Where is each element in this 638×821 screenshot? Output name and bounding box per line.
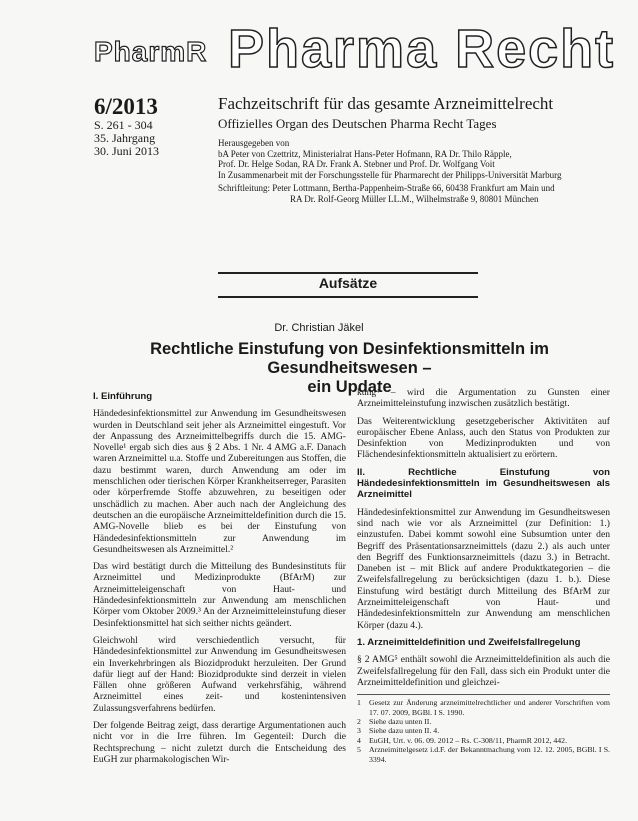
article-title-line: ein Update [307, 378, 392, 396]
paragraph: § 2 AMG⁵ enthält sowohl die Arzneimitteldefinition als auch die Zweifelsfallregelung für den Fall, dass sich ein Produkt unter die Arzneimitteldefinition und gleichzei- [357, 654, 610, 688]
issue-date: 30. Juni 2013 [94, 144, 160, 158]
paragraph: kung⁴ – wird die Argumentation zu Gunsten einer Arzneimitteleinstufung inzwischen zusätzlich bestätigt. [357, 387, 610, 410]
footnote-text: EuGH, Urt. v. 06. 09. 2012 – Rs. C-308/11, PharmR 2012, 442. [369, 735, 568, 745]
footnote-number: 5 [357, 745, 361, 755]
article-title-line: Rechtliche Einstufung von Desinfektionsmitteln im Gesundheitswesen – [150, 340, 549, 377]
article-column-left [93, 387, 346, 771]
editorial-label: Schriftleitung: [218, 183, 270, 193]
editorial-line: Peter Lottmann, Bertha-Pappenheim-Straße 66, 60438 Frankfurt am Main und [272, 183, 555, 193]
issue-number: 6/2013 [94, 94, 158, 119]
editors-line: Prof. Dr. Helge Sodan, RA Dr. Frank A. Stebner und Prof. Dr. Wolfgang Voit [218, 159, 495, 169]
footnote-text: Siehe dazu unten II. 4. [369, 726, 440, 736]
section-heading: Aufsätze [318, 275, 378, 291]
editors-block [218, 138, 623, 180]
section-rule-bottom [218, 296, 478, 298]
editors-line: bA Peter von Czettritz, Ministerialrat Hans-Peter Hofmann, RA Dr. Thilo Räpple, [218, 148, 512, 159]
paragraph: Händedesinfektionsmittel zur Anwendung im Gesundheitswesen sind nach wie vor als Arzneimittel (zur Definition: 1.) einzustufen. Dabei kommt sowohl eine Subsumtion unter den Begriff des Präsentationsarzneimittels (dazu 2.) als auch unter den Begriff des Funktionsarzneimittels (dazu 3.) in Betracht. Daneben ist – mit Blick auf andere Produktkategorien – die Zweifelsfallregelung zu berücksichtigen (dazu 1. b.). Diese Einstufung wird bestätigt durch Mitteilung des BfArM zur Arzneimitteleigenschaft von Haut- und Händedesinfektionsmitteln zur Anwendung am menschlichen Körper (dazu 4.). [357, 506, 610, 631]
section-heading-classification: II. Rechtliche Einstufung von Händedesinfektionsmitteln im Gesundheitswesen als Arzneimittel [357, 466, 610, 501]
footnote-text: Siehe dazu unten II. [369, 716, 432, 726]
footnotes [357, 694, 610, 764]
paragraph: Das wird bestätigt durch die Mitteilung des Bundesinstituts für Arzneimittel und Medizinprodukte (BfArM) zur Arzneimitteleigenschaft von Haut- und Händedesinfektionsmitteln zur Anwendung am menschlichen Körper vom Oktober 2009.³ An der Arzneimitteleinstufung dieser Desinfektionsmittel hat sich seither nichts geändert. [93, 561, 346, 629]
footnote [357, 745, 610, 764]
journal-logo-small: PharmR [94, 36, 208, 67]
page-range: S. 261 - 304 [94, 118, 153, 132]
issue-meta [94, 119, 159, 158]
journal-organ: Offizielles Organ des Deutschen Pharma Recht Tages [218, 116, 497, 131]
article-column-right [357, 387, 610, 764]
paragraph: Das Weiterentwicklung gesetzgeberischer Aktivitäten auf europäischer Ebene Anlass, auch den Status von Produkten zur Desinfektion von Medizinprodukten und von Flächendesinfektionsmitteln aktualisiert zu erörtern. [357, 415, 610, 461]
footnote [357, 698, 610, 717]
paragraph: Händedesinfektionsmittel zur Anwendung im Gesundheitswesen wurden in Deutschland seit jeher als Arzneimittel eingestuft. Vor der Anpassung des Arzneimittelbegriffs durch die 15. AMG-Novelle¹ ergab sich dies aus § 2 Abs. 1 Nr. 4 AMG a.F. Danach waren Arzneimittel u.a. Stoffe und Zubereitungen aus Stoffen, die dazu bestimmt waren, durch Anwendung am oder im menschlichen oder tierischen Körper Krankheitserreger, Parasiten oder körperfremde Stoffe abzuwehren, zu beseitigen oder unschädlich zu machen. Aber auch nach der Angleichung des deutschen an die europäische Arzneimitteldefinition durch die 15. AMG-Novelle blieb es bei der Einstufung von Händedesinfektionsmitteln zur Anwendung im Gesundheitswesen als Arzneimittel.² [93, 408, 347, 555]
footnote-number: 1 [357, 698, 361, 708]
subsection-heading: 1. Arzneimitteldefinition und Zweifelsfallregelung [357, 636, 581, 648]
journal-subtitle: Fachzeitschrift für das gesamte Arzneimittelrecht [218, 94, 554, 113]
journal-logo: Pharma Recht [228, 19, 616, 79]
editors-heading: Herausgegeben von [218, 138, 290, 148]
footnote-number: 4 [357, 735, 361, 745]
section-heading-intro: I. Einführung [93, 391, 153, 402]
section-rule-top [218, 272, 478, 274]
paragraph: Gleichwohl wird verschiedentlich versucht, für Händedesinfektionsmittel zur Anwendung im Gesundheitswesen ein Inverkehrbringen als Biozidprodukt herzuleiten. Der Grund dafür liegt auf der Hand: Biozidprodukte sind derzeit in vielen Fällen ohne größeren Aufwand verkehrsfähig, während Arzneimittel eines zeit- und kostenintensiven Zulassungsverfahrens bedürfen. [93, 634, 346, 714]
footnote [357, 726, 610, 735]
editorial-line: RA Dr. Rolf-Georg Müller LL.M., Wilhelmstraße 9, 80801 München [290, 194, 539, 204]
editorial-block [218, 183, 628, 205]
footnote-text: Gesetz zur Änderung arzneimittelrechtlicher und anderer Vorschriften vom 17. 07. 2009, BGBl. I S. 1990. [369, 698, 610, 717]
footnote [357, 717, 610, 726]
paragraph: Der folgende Beitrag zeigt, dass derartige Argumentationen auch nicht vor in die Irre führen. Im Gegenteil: Durch die Rechtsprechung – nicht zuletzt durch die Entscheidung des EuGH zur pharmakologischen Wir- [93, 720, 346, 765]
footnote-text: Arzneimittelgesetz i.d.F. der Bekanntmachung vom 12. 12. 2005, BGBl. I S. 3394. [369, 745, 610, 764]
editors-line: In Zusammenarbeit mit der Forschungsstelle für Pharmarecht der Philipps-Universität Marburg [218, 169, 562, 180]
footnote-number: 3 [357, 726, 361, 736]
footnote [357, 736, 610, 745]
article-author: Dr. Christian Jäkel [274, 322, 364, 334]
footnote-number: 2 [357, 716, 361, 726]
volume: 35. Jahrgang [94, 131, 156, 145]
